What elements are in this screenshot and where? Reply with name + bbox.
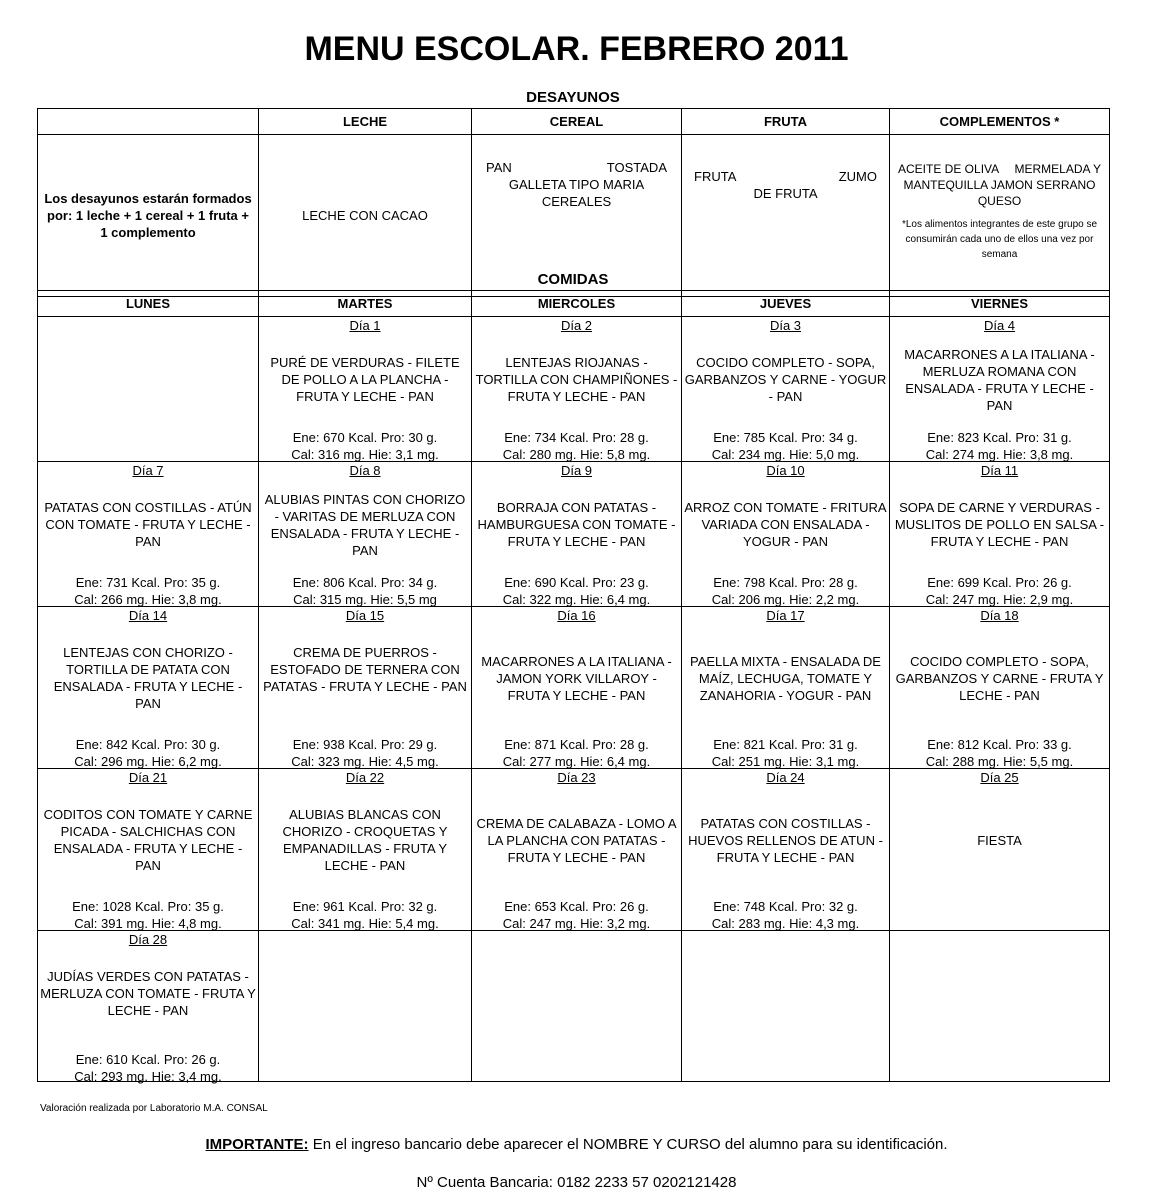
nutrition-energy: Ene: 690 Kcal. Pro: 23 g. [504,575,649,590]
nutrition-energy: Ene: 734 Kcal. Pro: 28 g. [504,430,649,445]
day-label: Día 14 [128,608,168,623]
day-cell [259,607,472,769]
nutrition-minerals: Cal: 316 mg. Hie: 3,1 mg. [291,447,439,462]
day-cell [259,462,472,607]
day-label: Día 22 [345,770,385,785]
day-label: Día 24 [766,770,805,785]
day-cell [890,769,1110,931]
day-cell-empty [682,931,890,1082]
important-notice [0,1136,1153,1153]
day-menu: PAELLA MIXTA - ENSALADA DE MAÍZ, LECHUGA, TOMATE Y ZANAHORIA - YOGUR - PAN [690,654,881,703]
fruta-fruta: FRUTA [694,169,737,184]
week-row-1 [38,317,1110,462]
day-menu: SOPA DE CARNE Y VERDURAS - MUSLITOS DE POLLO EN SALSA - FRUTA Y LECHE - PAN [894,500,1105,549]
nutrition-minerals: Cal: 206 mg. Hie: 2,2 mg. [711,592,860,607]
day-cell [472,607,682,769]
day-cell-empty [259,931,472,1082]
meals-header-row [38,291,1110,317]
day-label: Día 7 [132,463,164,478]
nutrition-energy: Ene: 842 Kcal. Pro: 30 g. [75,737,221,752]
day-label: Día 4 [983,318,1016,333]
day-cell [682,607,890,769]
day-menu: LENTEJAS CON CHORIZO - TORTILLA DE PATATA CON ENSALADA - FRUTA Y LECHE - PAN [53,645,243,711]
day-menu: CREMA DE CALABAZA - LOMO A LA PLANCHA CON PATATAS - FRUTA Y LECHE - PAN [476,816,677,865]
nutrition-minerals: Cal: 293 mg. Hie: 3,4 mg. [74,1069,222,1084]
nutrition-minerals: Cal: 277 mg. Hie: 6,4 mg. [502,754,651,769]
breakfast-intro: Los desayunos estarán formados por: 1 leche + 1 cereal + 1 fruta + 1 complemento [44,191,252,240]
day-menu: BORRAJA CON PATATAS - HAMBURGUESA CON TOMATE - FRUTA Y LECHE - PAN [477,500,676,549]
day-menu: PURÉ DE VERDURAS - FILETE DE POLLO A LA PLANCHA - FRUTA Y LECHE - PAN [270,355,460,404]
day-label: Día 28 [128,932,168,947]
day-menu: ALUBIAS PINTAS CON CHORIZO - VARITAS DE MERLUZA CON ENSALADA - FRUTA Y LECHE - PAN [264,492,466,558]
day-cell [890,607,1110,769]
nutrition-minerals: Cal: 315 mg. Hie: 5,5 mg [293,592,437,607]
day-label: Día 21 [128,770,168,785]
day-label: Día 25 [980,770,1019,785]
nutrition-minerals: Cal: 247 mg. Hie: 3,2 mg. [502,916,651,931]
nutrition-energy: Ene: 1028 Kcal. Pro: 35 g. [72,899,224,914]
nutrition-energy: Ene: 670 Kcal. Pro: 30 g. [292,430,438,445]
week-row-5 [38,931,1110,1082]
day-label: Día 23 [557,770,596,785]
day-menu: PATATAS CON COSTILLAS - HUEVOS RELLENOS DE ATUN - FRUTA Y LECHE - PAN [688,816,883,865]
fruta-de-fruta: DE FRUTA [753,186,818,201]
fiesta-label: FIESTA [977,833,1022,848]
bank-account: Nº Cuenta Bancaria: 0182 2233 57 0202121428 [416,1174,737,1191]
nutrition-minerals: Cal: 283 mg. Hie: 4,3 mg. [711,916,860,931]
cereal-cereales: CEREALES [541,194,612,209]
important-text: En el ingreso bancario debe aparecer el NOMBRE Y CURSO del alumno para su identificación. [308,1136,948,1153]
nutrition-minerals: Cal: 247 mg. Hie: 2,9 mg. [925,592,1074,607]
nutrition-minerals: Cal: 341 mg. Hie: 5,4 mg. [291,916,439,931]
valuation-note: Valoración realizada por Laboratorio M.A. CONSAL [40,1103,268,1114]
breakfast-header-complementos: COMPLEMENTOS * [890,109,1110,135]
nutrition-energy: Ene: 731 Kcal. Pro: 35 g. [75,575,221,590]
cereal-galleta: GALLETA TIPO MARIA [508,177,645,192]
meals-table [37,290,1110,1082]
breakfast-header-empty [38,109,259,135]
nutrition-minerals: Cal: 266 mg. Hie: 3,8 mg. [74,592,222,607]
day-menu: COCIDO COMPLETO - SOPA, GARBANZOS Y CARNE - FRUTA Y LECHE - PAN [895,654,1104,703]
day-cell [890,462,1110,607]
cereal-pan: PAN [486,160,512,175]
nutrition-energy: Ene: 871 Kcal. Pro: 28 g. [504,737,649,752]
day-menu: CREMA DE PUERROS - ESTOFADO DE TERNERA CON PATATAS - FRUTA Y LECHE - PAN [263,645,467,694]
day-menu: COCIDO COMPLETO - SOPA, GARBANZOS Y CARNE - YOGUR - PAN [684,355,887,404]
nutrition-energy: Ene: 748 Kcal. Pro: 32 g. [713,899,858,914]
day-menu: MACARRONES A LA ITALIANA - MERLUZA ROMANA CON ENSALADA - FRUTA Y LECHE - PAN [904,347,1095,413]
meals-section-title: COMIDAS [537,271,609,288]
important-label: IMPORTANTE: [205,1136,309,1153]
breakfast-header-leche: LECHE [259,109,472,135]
cereal-tostada: TOSTADA [606,160,667,175]
nutrition-minerals: Cal: 288 mg. Hie: 5,5 mg. [925,754,1074,769]
nutrition-energy: Ene: 610 Kcal. Pro: 26 g. [75,1052,221,1067]
nutrition-minerals: Cal: 234 mg. Hie: 5,0 mg. [711,447,860,462]
nutrition-energy: Ene: 785 Kcal. Pro: 34 g. [713,430,858,445]
day-cell [682,769,890,931]
day-label: Día 16 [557,608,596,623]
nutrition-minerals: Cal: 391 mg. Hie: 4,8 mg. [74,916,222,931]
nutrition-energy: Ene: 961 Kcal. Pro: 32 g. [292,899,438,914]
day-label: Día 10 [766,463,805,478]
day-cell [38,931,259,1082]
comp-aceite: ACEITE DE OLIVA [898,162,1000,176]
header-lunes: LUNES [38,291,259,317]
day-cell-empty [38,317,259,462]
week-row-3 [38,607,1110,769]
comp-mermelada: MERMELADA Y [1014,162,1101,176]
day-menu: MACARRONES A LA ITALIANA - JAMON YORK VILLAROY - FRUTA Y LECHE - PAN [481,654,672,703]
day-label: Día 18 [980,608,1019,623]
comp-mantequilla-jamon: MANTEQUILLA JAMON SERRANO [903,178,1096,192]
day-label: Día 17 [766,608,805,623]
breakfast-header-cereal: CEREAL [472,109,682,135]
header-jueves: JUEVES [682,291,890,317]
day-menu: JUDÍAS VERDES CON PATATAS - MERLUZA CON TOMATE - FRUTA Y LECHE - PAN [40,969,256,1018]
nutrition-minerals: Cal: 274 mg. Hie: 3,8 mg. [925,447,1074,462]
day-cell [890,317,1110,462]
nutrition-minerals: Cal: 251 mg. Hie: 3,1 mg. [711,754,860,769]
day-cell [472,462,682,607]
comp-queso: QUESO [977,194,1022,208]
day-cell [38,769,259,931]
day-cell [259,317,472,462]
day-cell-empty [472,931,682,1082]
breakfast-table [37,108,1110,297]
week-row-4 [38,769,1110,931]
breakfast-header-row [38,109,1110,135]
nutrition-energy: Ene: 699 Kcal. Pro: 26 g. [927,575,1072,590]
day-label: Día 8 [349,463,381,478]
nutrition-energy: Ene: 806 Kcal. Pro: 34 g. [292,575,438,590]
day-label: Día 9 [560,463,593,478]
day-label: Día 3 [769,318,802,333]
nutrition-minerals: Cal: 296 mg. Hie: 6,2 mg. [74,754,222,769]
breakfast-leche: LECHE CON CACAO [302,208,428,223]
day-cell [259,769,472,931]
header-martes: MARTES [259,291,472,317]
nutrition-energy: Ene: 798 Kcal. Pro: 28 g. [713,575,858,590]
day-label: Día 2 [560,318,593,333]
nutrition-minerals: Cal: 280 mg. Hie: 5,8 mg. [502,447,651,462]
day-menu: PATATAS CON COSTILLAS - ATÚN CON TOMATE - FRUTA Y LECHE - PAN [44,500,252,549]
day-label: Día 11 [980,463,1019,478]
day-cell-empty [890,931,1110,1082]
nutrition-energy: Ene: 821 Kcal. Pro: 31 g. [713,737,858,752]
breakfast-section-title: DESAYUNOS [526,89,620,106]
nutrition-energy: Ene: 812 Kcal. Pro: 33 g. [927,737,1072,752]
breakfast-header-fruta: FRUTA [682,109,890,135]
day-label: Día 1 [349,318,381,333]
nutrition-energy: Ene: 653 Kcal. Pro: 26 g. [504,899,649,914]
nutrition-energy: Ene: 938 Kcal. Pro: 29 g. [292,737,438,752]
day-cell [38,462,259,607]
day-cell [38,607,259,769]
header-viernes: VIERNES [890,291,1110,317]
page-title: MENU ESCOLAR. FEBRERO 2011 [304,30,849,68]
day-menu: ARROZ CON TOMATE - FRITURA VARIADA CON ENSALADA - YOGUR - PAN [684,500,887,549]
day-menu: LENTEJAS RIOJANAS - TORTILLA CON CHAMPIÑONES - FRUTA Y LECHE - PAN [475,355,678,404]
complementos-note: *Los alimentos integrantes de este grupo se consumirán cada uno de ellos una vez por semana [901,219,1098,260]
day-label: Día 15 [345,608,385,623]
day-menu: CODITOS CON TOMATE Y CARNE PICADA - SALCHICHAS CON ENSALADA - FRUTA Y LECHE - PAN [43,807,253,873]
day-cell [472,317,682,462]
nutrition-minerals: Cal: 323 mg. Hie: 4,5 mg. [291,754,439,769]
fruta-zumo: ZUMO [838,169,877,184]
day-cell [472,769,682,931]
nutrition-minerals: Cal: 322 mg. Hie: 6,4 mg. [502,592,651,607]
day-menu: ALUBIAS BLANCAS CON CHORIZO - CROQUETAS Y EMPANADILLAS - FRUTA Y LECHE - PAN [282,807,448,873]
day-cell [682,462,890,607]
day-cell [682,317,890,462]
header-miercoles: MIERCOLES [472,291,682,317]
nutrition-energy: Ene: 823 Kcal. Pro: 31 g. [927,430,1072,445]
week-row-2 [38,462,1110,607]
